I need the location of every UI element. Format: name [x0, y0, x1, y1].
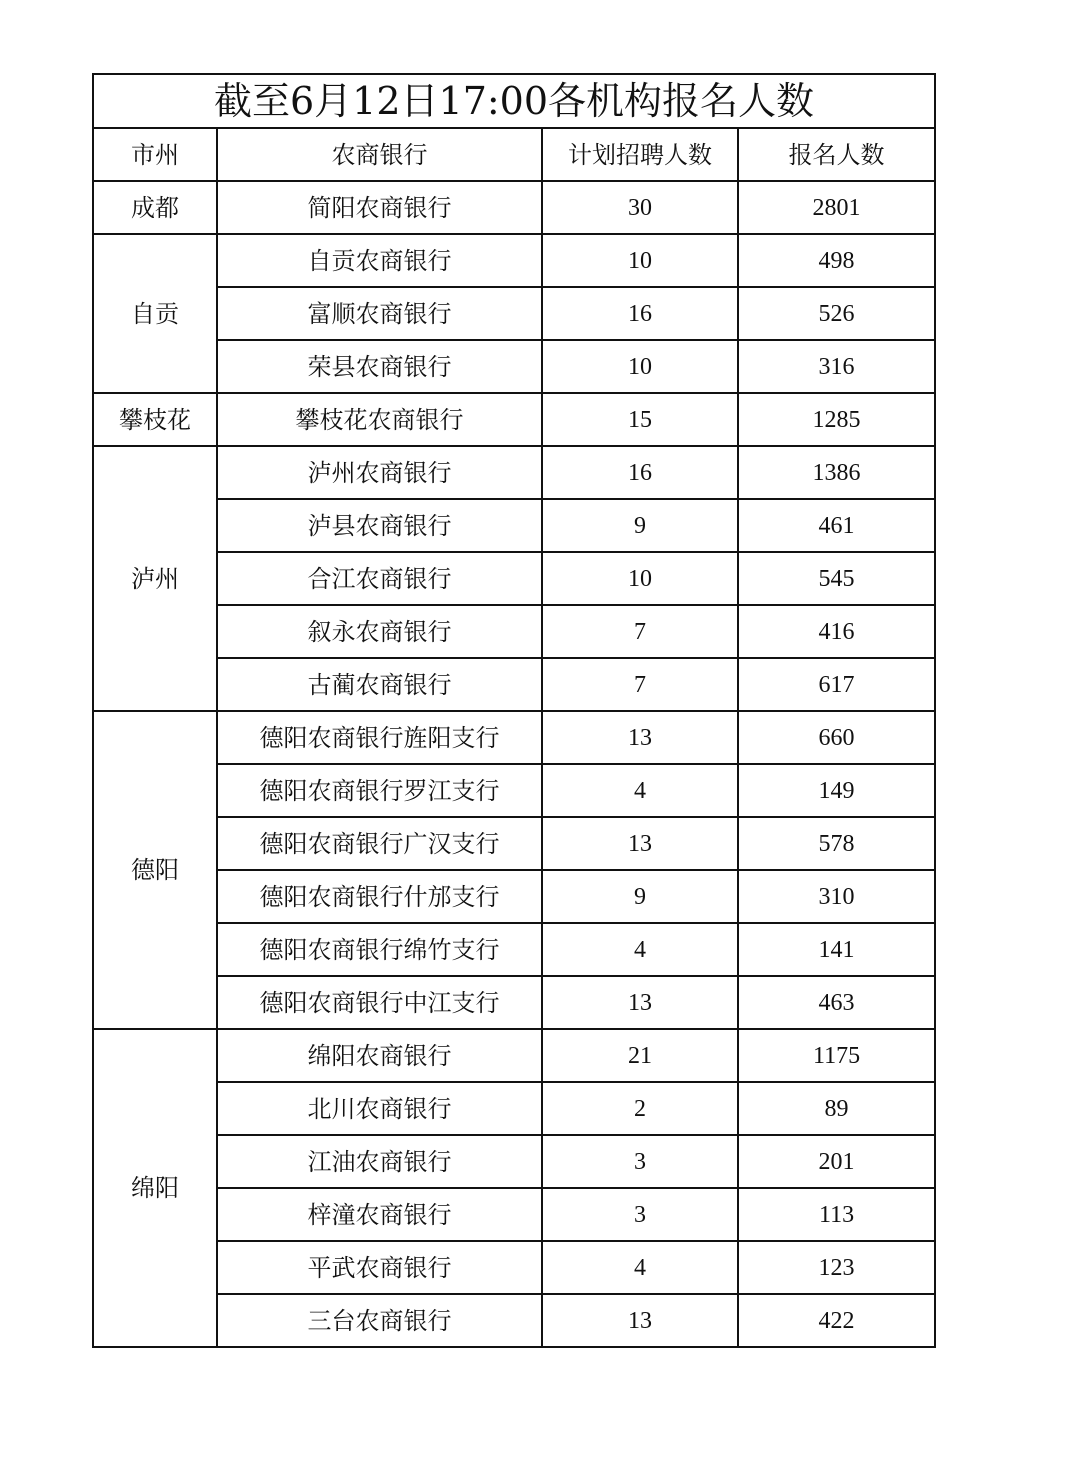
applicants-cell: 310: [738, 870, 935, 923]
title-row: [93, 74, 935, 128]
plan-cell: 13: [542, 976, 738, 1029]
bank-cell: 富顺农商银行: [217, 287, 542, 340]
table-row: [93, 287, 935, 340]
applicants-cell: 463: [738, 976, 935, 1029]
applicants-cell: 416: [738, 605, 935, 658]
plan-cell: 9: [542, 499, 738, 552]
plan-cell: 7: [542, 605, 738, 658]
table-row: [93, 499, 935, 552]
table-row: [93, 234, 935, 287]
plan-cell: 13: [542, 1294, 738, 1347]
applicants-cell: 201: [738, 1135, 935, 1188]
bank-cell: 德阳农商银行什邡支行: [217, 870, 542, 923]
city-cell: 绵阳: [93, 1029, 217, 1347]
plan-cell: 3: [542, 1188, 738, 1241]
table-row: [93, 1241, 935, 1294]
city-cell: 攀枝花: [93, 393, 217, 446]
table-row: [93, 870, 935, 923]
bank-cell: 梓潼农商银行: [217, 1188, 542, 1241]
applicants-cell: 1175: [738, 1029, 935, 1082]
bank-cell: 平武农商银行: [217, 1241, 542, 1294]
table-row: [93, 923, 935, 976]
table-row: [93, 1135, 935, 1188]
city-cell: 自贡: [93, 234, 217, 393]
table-row: [93, 976, 935, 1029]
plan-cell: 9: [542, 870, 738, 923]
table-row: [93, 605, 935, 658]
plan-cell: 16: [542, 446, 738, 499]
bank-cell: 荣县农商银行: [217, 340, 542, 393]
bank-cell: 泸州农商银行: [217, 446, 542, 499]
header-bank: 农商银行: [217, 128, 542, 181]
bank-cell: 德阳农商银行绵竹支行: [217, 923, 542, 976]
plan-cell: 16: [542, 287, 738, 340]
plan-cell: 2: [542, 1082, 738, 1135]
city-cell: 泸州: [93, 446, 217, 711]
plan-cell: 4: [542, 923, 738, 976]
plan-cell: 30: [542, 181, 738, 234]
table-row: [93, 552, 935, 605]
applicants-cell: 89: [738, 1082, 935, 1135]
table-body: [93, 181, 935, 1347]
applicants-cell: 149: [738, 764, 935, 817]
table-row: [93, 1082, 935, 1135]
plan-cell: 13: [542, 817, 738, 870]
applicants-cell: 660: [738, 711, 935, 764]
table-row: [93, 1029, 935, 1082]
table-title: 截至6月12日17:00各机构报名人数: [93, 74, 935, 128]
plan-cell: 15: [542, 393, 738, 446]
bank-cell: 绵阳农商银行: [217, 1029, 542, 1082]
applicants-cell: 578: [738, 817, 935, 870]
bank-cell: 古蔺农商银行: [217, 658, 542, 711]
plan-cell: 4: [542, 1241, 738, 1294]
header-row: [93, 128, 935, 181]
applicants-cell: 422: [738, 1294, 935, 1347]
plan-cell: 10: [542, 340, 738, 393]
bank-cell: 德阳农商银行罗江支行: [217, 764, 542, 817]
bank-cell: 自贡农商银行: [217, 234, 542, 287]
table-row: [93, 764, 935, 817]
header-applicants: 报名人数: [738, 128, 935, 181]
plan-cell: 13: [542, 711, 738, 764]
registration-table: [92, 73, 936, 1348]
applicants-cell: 123: [738, 1241, 935, 1294]
city-cell: 德阳: [93, 711, 217, 1029]
bank-cell: 合江农商银行: [217, 552, 542, 605]
bank-cell: 三台农商银行: [217, 1294, 542, 1347]
table-row: [93, 711, 935, 764]
bank-cell: 江油农商银行: [217, 1135, 542, 1188]
plan-cell: 10: [542, 234, 738, 287]
table-row: [93, 1188, 935, 1241]
bank-cell: 攀枝花农商银行: [217, 393, 542, 446]
table-row: [93, 658, 935, 711]
applicants-cell: 1386: [738, 446, 935, 499]
applicants-cell: 526: [738, 287, 935, 340]
plan-cell: 3: [542, 1135, 738, 1188]
table-row: [93, 340, 935, 393]
applicants-cell: 498: [738, 234, 935, 287]
applicants-cell: 461: [738, 499, 935, 552]
table-row: [93, 446, 935, 499]
plan-cell: 21: [542, 1029, 738, 1082]
applicants-cell: 1285: [738, 393, 935, 446]
table-row: [93, 817, 935, 870]
bank-cell: 德阳农商银行广汉支行: [217, 817, 542, 870]
plan-cell: 10: [542, 552, 738, 605]
table-row: [93, 1294, 935, 1347]
applicants-cell: 113: [738, 1188, 935, 1241]
bank-cell: 叙永农商银行: [217, 605, 542, 658]
table-row: [93, 393, 935, 446]
plan-cell: 7: [542, 658, 738, 711]
table-row: [93, 181, 935, 234]
plan-cell: 4: [542, 764, 738, 817]
applicants-cell: 545: [738, 552, 935, 605]
applicants-cell: 141: [738, 923, 935, 976]
city-cell: 成都: [93, 181, 217, 234]
applicants-cell: 2801: [738, 181, 935, 234]
bank-cell: 德阳农商银行旌阳支行: [217, 711, 542, 764]
applicants-cell: 617: [738, 658, 935, 711]
bank-cell: 简阳农商银行: [217, 181, 542, 234]
bank-cell: 泸县农商银行: [217, 499, 542, 552]
bank-cell: 北川农商银行: [217, 1082, 542, 1135]
header-city: 市州: [93, 128, 217, 181]
header-plan: 计划招聘人数: [542, 128, 738, 181]
applicants-cell: 316: [738, 340, 935, 393]
bank-cell: 德阳农商银行中江支行: [217, 976, 542, 1029]
